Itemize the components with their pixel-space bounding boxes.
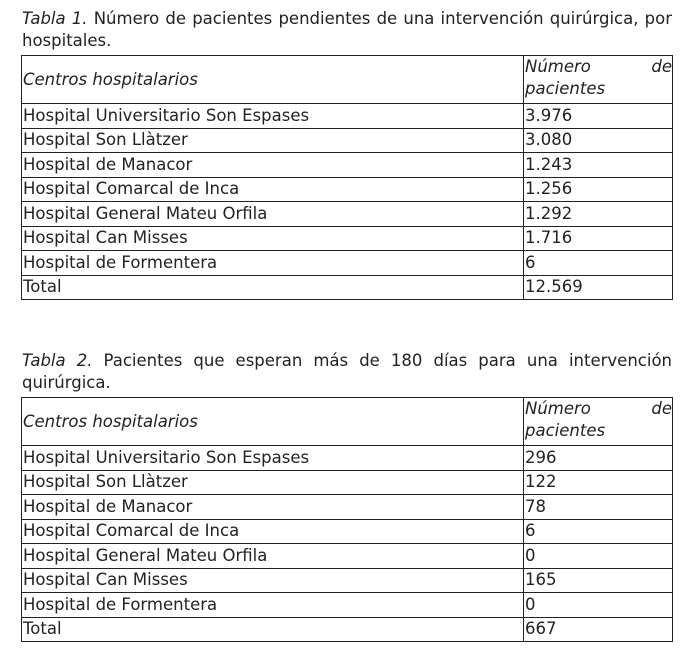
header-word-pacientes: pacientes [525, 421, 606, 440]
header-word-numero: Número [525, 57, 591, 76]
column-header-centros: Centros hospitalarios [22, 56, 524, 104]
header-word-numero: Número [525, 399, 591, 418]
patient-count-cell: 1.243 [524, 153, 673, 178]
table-row [22, 446, 673, 471]
table-row [22, 519, 673, 544]
table-2-caption [22, 350, 672, 394]
table-row [22, 593, 673, 618]
hospital-name-cell: Hospital Comarcal de Inca [22, 519, 524, 544]
table-1-caption [22, 8, 672, 52]
table-row [22, 226, 673, 251]
header-word-de: de [651, 57, 672, 76]
patient-count-cell: 78 [524, 495, 673, 520]
hospital-name-cell: Hospital de Formentera [22, 593, 524, 618]
patient-count-cell: 6 [524, 519, 673, 544]
table-row [22, 177, 673, 202]
total-value-cell: 667 [524, 617, 673, 642]
table-2-caption-text: Pacientes que esperan más de 180 días para una intervención quirúrgica. [22, 351, 672, 392]
table-header-row [22, 56, 673, 104]
hospital-name-cell: Hospital de Formentera [22, 251, 524, 276]
table-row [22, 568, 673, 593]
hospital-name-cell: Hospital General Mateu Orfila [22, 202, 524, 227]
hospital-name-cell: Hospital Can Misses [22, 568, 524, 593]
column-header-numero [524, 398, 673, 446]
table-row [22, 153, 673, 178]
total-value-cell: 12.569 [524, 275, 673, 300]
patient-count-cell: 1.292 [524, 202, 673, 227]
column-header-centros: Centros hospitalarios [22, 398, 524, 446]
patient-count-cell: 0 [524, 593, 673, 618]
hospital-name-cell: Hospital Son Llàtzer [22, 128, 524, 153]
total-label-cell: Total [22, 275, 524, 300]
table-row [22, 495, 673, 520]
table-total-row [22, 275, 673, 300]
hospital-name-cell: Hospital de Manacor [22, 153, 524, 178]
table-header-row [22, 398, 673, 446]
patient-count-cell: 0 [524, 544, 673, 569]
table-row [22, 104, 673, 129]
table-row [22, 544, 673, 569]
header-word-pacientes: pacientes [525, 79, 606, 98]
table-1-caption-label: Tabla 1. [22, 9, 88, 28]
patient-count-cell: 296 [524, 446, 673, 471]
hospital-name-cell: Hospital Universitario Son Espases [22, 446, 524, 471]
hospital-name-cell: Hospital Can Misses [22, 226, 524, 251]
hospital-name-cell: Hospital de Manacor [22, 495, 524, 520]
patient-count-cell: 122 [524, 470, 673, 495]
patient-count-cell: 1.256 [524, 177, 673, 202]
table-row [22, 251, 673, 276]
header-word-de: de [651, 399, 672, 418]
hospital-name-cell: Hospital Universitario Son Espases [22, 104, 524, 129]
patient-count-cell: 3.976 [524, 104, 673, 129]
table-row [22, 470, 673, 495]
patient-count-cell: 165 [524, 568, 673, 593]
patient-count-cell: 3.080 [524, 128, 673, 153]
patient-count-cell: 1.716 [524, 226, 673, 251]
table-2-caption-label: Tabla 2. [22, 351, 93, 370]
table-1-caption-text: Número de pacientes pendientes de una intervención quirúrgica, por hospitales. [22, 9, 673, 50]
hospital-name-cell: Hospital Son Llàtzer [22, 470, 524, 495]
table-row [22, 128, 673, 153]
table-row [22, 202, 673, 227]
column-header-numero [524, 56, 673, 104]
table-2 [21, 397, 673, 642]
hospital-name-cell: Hospital Comarcal de Inca [22, 177, 524, 202]
table-total-row [22, 617, 673, 642]
patient-count-cell: 6 [524, 251, 673, 276]
hospital-name-cell: Hospital General Mateu Orfila [22, 544, 524, 569]
total-label-cell: Total [22, 617, 524, 642]
table-1 [21, 55, 673, 300]
